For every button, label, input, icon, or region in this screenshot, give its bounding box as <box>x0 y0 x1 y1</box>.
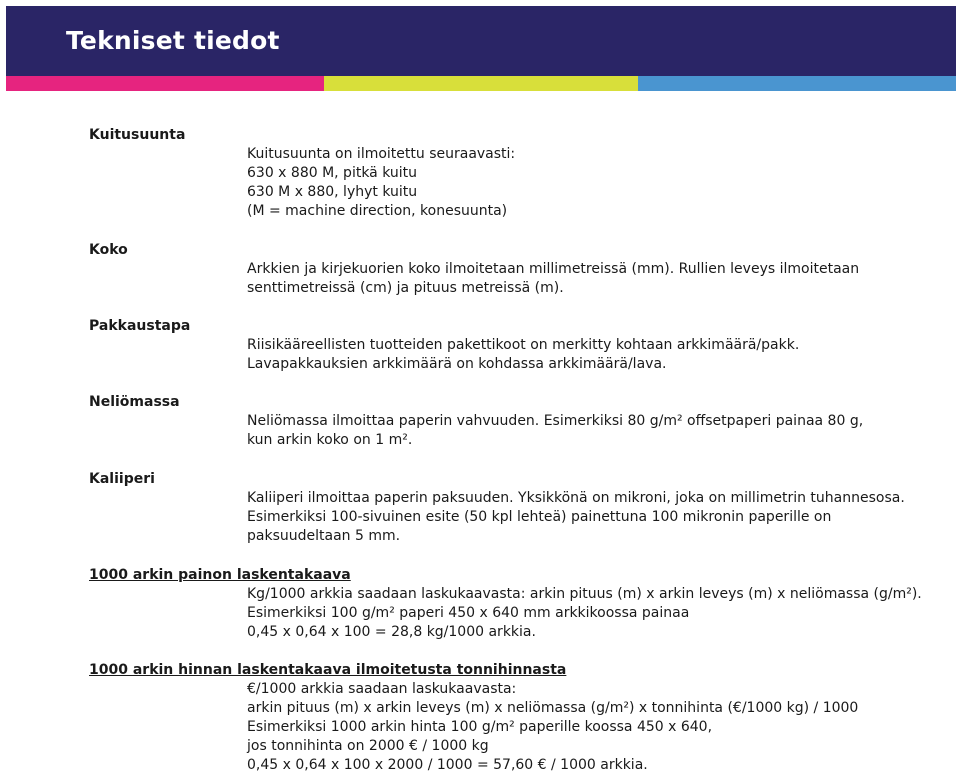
text-line: paksuudeltaan 5 mm. <box>247 528 401 544</box>
section-label-kaliiperi: Kaliiperi <box>89 471 155 487</box>
header-bar <box>6 6 956 77</box>
section-text-kaliiperi <box>247 489 937 546</box>
section-label-koko: Koko <box>89 242 128 258</box>
page-title: Tekniset tiedot <box>66 26 280 55</box>
text-line: €/1000 arkkia saadaan laskukaavasta: <box>247 681 517 697</box>
text-line: Kg/1000 arkkia saadaan laskukaavasta: arkin pituus (m) x arkin leveys (m) x neliömassa (g/m²). <box>247 586 922 602</box>
text-line: 630 x 880 M, pitkä kuitu <box>247 165 418 181</box>
text-line: Neliömassa ilmoittaa paperin vahvuuden. Esimerkiksi 80 g/m² offsetpaperi painaa 80 g, <box>247 413 864 429</box>
section-label-kuitusuunta: Kuitusuunta <box>89 127 186 143</box>
stripe-blue <box>638 76 956 91</box>
text-line: Kaliiperi ilmoittaa paperin paksuuden. Yksikkönä on mikroni, joka on millimetrin tuhannesosa. <box>247 490 905 506</box>
text-line: Esimerkiksi 100-sivuinen esite (50 kpl lehteä) painettuna 100 mikronin paperille on <box>247 509 832 525</box>
weight-formula-heading: 1000 arkin painon laskentakaava <box>89 567 351 583</box>
text-line: 0,45 x 0,64 x 100 x 2000 / 1000 = 57,60 € / 1000 arkkia. <box>247 757 648 773</box>
text-line: kun arkin koko on 1 m². <box>247 432 413 448</box>
section-label-pakkaustapa: Pakkaustapa <box>89 318 191 334</box>
section-text-neliomassa <box>247 412 937 450</box>
text-line: 0,45 x 0,64 x 100 = 28,8 kg/1000 arkkia. <box>247 624 536 640</box>
text-line: Kuitusuunta on ilmoitettu seuraavasti: <box>247 146 516 162</box>
text-line: Riisikääreellisten tuotteiden pakettikoot on merkitty kohtaan arkkimäärä/pakk. <box>247 337 800 353</box>
text-line: Lavapakkauksien arkkimäärä on kohdassa arkkimäärä/lava. <box>247 356 667 372</box>
section-text-pakkaustapa <box>247 336 937 374</box>
text-line: senttimetreissä (cm) ja pituus metreissä (m). <box>247 280 564 296</box>
section-text-kuitusuunta <box>247 145 937 221</box>
stripe-pink <box>6 76 324 91</box>
text-line: (M = machine direction, konesuunta) <box>247 203 508 219</box>
section-label-neliomassa: Neliömassa <box>89 394 180 410</box>
text-line: jos tonnihinta on 2000 € / 1000 kg <box>247 738 489 754</box>
text-line: 630 M x 880, lyhyt kuitu <box>247 184 418 200</box>
text-line: Esimerkiksi 100 g/m² paperi 450 x 640 mm arkkikoossa painaa <box>247 605 690 621</box>
text-line: Arkkien ja kirjekuorien koko ilmoitetaan millimetreissä (mm). Rullien leveys ilmoitetaan <box>247 261 860 277</box>
section-text-koko <box>247 260 937 298</box>
stripe-yellow <box>324 76 638 91</box>
weight-formula-text <box>247 585 937 642</box>
price-formula-text <box>247 680 937 775</box>
text-line: arkin pituus (m) x arkin leveys (m) x neliömassa (g/m²) x tonnihinta (€/1000 kg) / 1000 <box>247 700 859 716</box>
text-line: Esimerkiksi 1000 arkin hinta 100 g/m² paperille koossa 450 x 640, <box>247 719 713 735</box>
price-formula-heading: 1000 arkin hinnan laskentakaava ilmoitetusta tonnihinnasta <box>89 662 567 678</box>
